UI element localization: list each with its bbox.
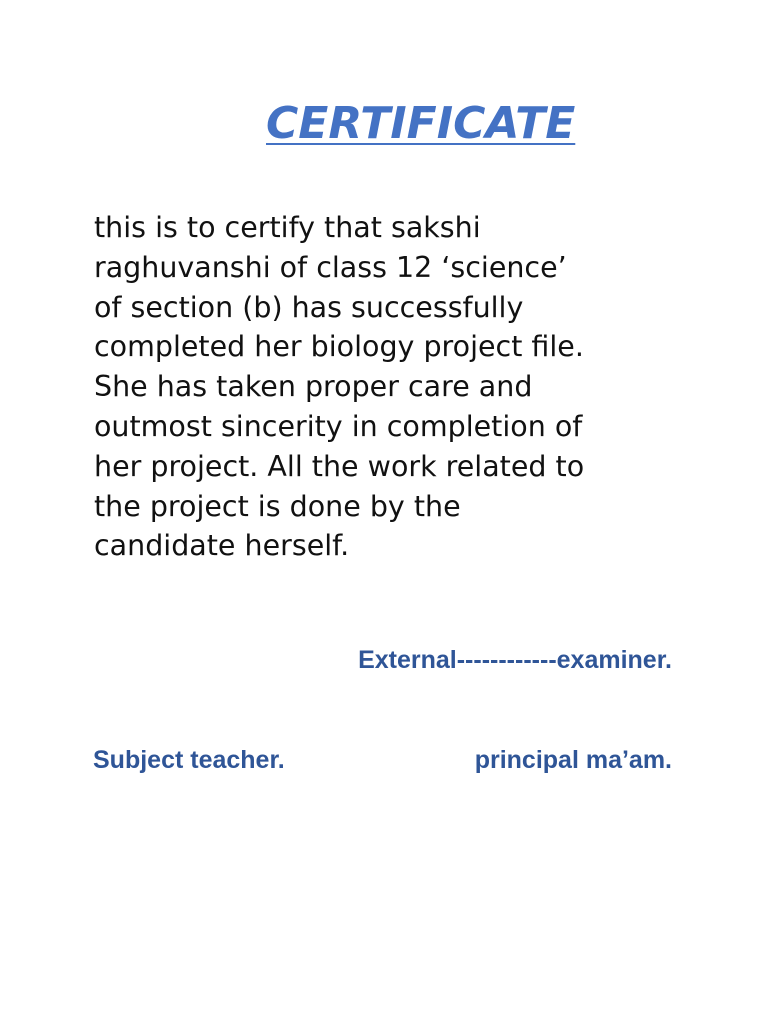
body-line: raghuvanshi of class 12 ‘science’ (94, 250, 567, 284)
body-line: her project. All the work related to (94, 449, 585, 483)
principal-signature: principal ma’am. (474, 746, 672, 774)
body-line: the project is done by the (94, 489, 461, 523)
body-line: completed her biology project file. (94, 330, 584, 364)
body-line: this is to certify that sakshi (94, 211, 481, 244)
body-line: candidate herself. (94, 529, 350, 563)
subject-teacher-signature: Subject teacher. (93, 746, 285, 774)
certificate-title: CERTIFICATE (266, 98, 576, 149)
external-examiner-signature: External------------examiner. (358, 646, 672, 674)
body-line: outmost sincerity in completion of (94, 409, 583, 443)
certificate-body (94, 208, 694, 566)
body-line: of section (b) has successfully (94, 290, 524, 324)
body-line: She has taken proper care and (94, 370, 533, 404)
